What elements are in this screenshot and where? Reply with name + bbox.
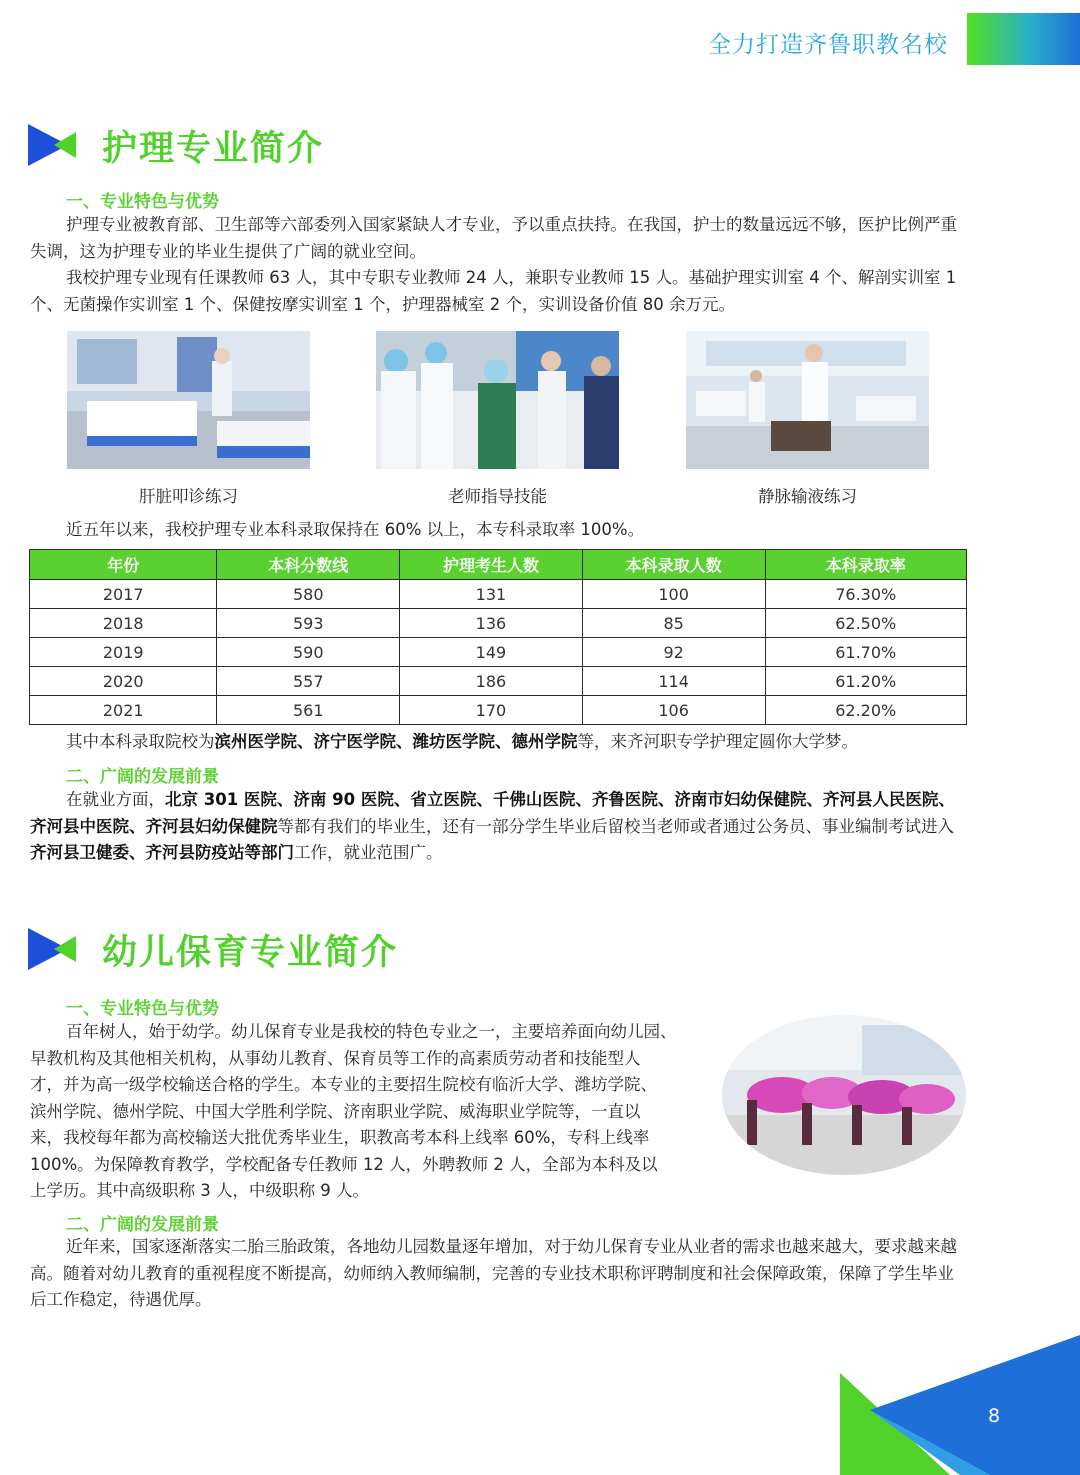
table-cell: 61.70% (765, 638, 967, 667)
table-cell: 590 (217, 638, 400, 667)
text-run: 在就业方面， (66, 790, 165, 809)
table-cell: 2018 (30, 609, 217, 638)
section-arrow-icon (28, 124, 76, 168)
table-header-row (30, 550, 967, 580)
nursing-paragraph-5 (30, 787, 967, 867)
bold-run: 齐河县卫健委、齐河县防疫站等部门 (30, 843, 294, 862)
table-cell: 186 (400, 667, 583, 696)
page-number: 8 (988, 1405, 1001, 1427)
table-cell: 92 (582, 638, 765, 667)
text-line: 早教机构及其他相关机构，从事幼儿教育、保育员等工作的高素质劳动者和技能型人 (30, 1048, 641, 1068)
table-row (30, 609, 967, 638)
table-cell: 557 (217, 667, 400, 696)
table-header-cell: 本科录取率 (765, 550, 967, 580)
table-cell: 131 (400, 580, 583, 609)
nursing-paragraph-2: 我校护理专业现有任课教师 63 人，其中专职专业教师 24 人，兼职专业教师 15 人。基础护理实训室 4 个、解剖实训室 1 个、无菌操作实训室 1 个、保健按摩实训室 1 个，护理器械室 2 个，实训设备价值 80 余万元。 (30, 268, 957, 314)
table-cell: 61.20% (765, 667, 967, 696)
header-gradient-bar (967, 13, 1080, 65)
text-run: 工作，就业范围广。 (294, 843, 443, 862)
photo-iv-infusion (686, 331, 929, 469)
photo-teacher-guidance (376, 331, 619, 469)
bold-run: 滨州医学院、济宁医学院、潍坊医学院、德州学院 (214, 732, 578, 751)
text-line: 来，我校每年都为高校输送大批优秀毕业生，职教高考本科上线率 60%，专科上线率 (30, 1128, 650, 1147)
childcare-subheading-2: 二、广阔的发展前景 (66, 1215, 219, 1235)
text-run: 等都有我们的毕业生，还有一部分学生毕业后留校当老师或者通过公务员、事业编制考试进入 (277, 816, 954, 836)
table-cell: 85 (582, 609, 765, 638)
table-row (30, 696, 967, 725)
photo-caption-1: 肝脏叩诊练习 (139, 487, 238, 506)
photo-liver-percussion (67, 331, 310, 469)
table-cell: 2019 (30, 638, 217, 667)
header-tagline: 全力打造齐鲁职教名校 (708, 32, 948, 58)
text-line: 100%。为保障教育教学，学校配备专任教师 12 人，外聘教师 2 人，全部为本科及以 (30, 1154, 658, 1174)
table-cell: 106 (582, 696, 765, 725)
nursing-subheading-2: 二、广阔的发展前景 (66, 767, 219, 787)
text-run: 等，来齐河职专学护理定圆你大学梦。 (577, 732, 858, 751)
section-arrow-icon (28, 928, 76, 972)
table-row (30, 580, 967, 609)
table-cell: 114 (582, 667, 765, 696)
text-line: 百年树人，始于幼学。幼儿保育专业是我校的特色专业之一，主要培养面向幼儿园、 (66, 1022, 677, 1041)
corner-decoration (840, 1335, 1080, 1475)
text-run: 其中本科录取院校为 (66, 732, 215, 751)
table-cell: 62.20% (765, 696, 967, 725)
childcare-section-title: 幼儿保育专业简介 (102, 933, 399, 973)
table-cell: 76.30% (765, 580, 967, 609)
childcare-paragraph-1 (30, 1019, 720, 1205)
text-line: 滨州学院、德州学院、中国大学胜利学院、济南职业学院、威海职业学院等，一直以 (30, 1101, 641, 1121)
table-cell: 149 (400, 638, 583, 667)
bold-run: 北京 301 医院、济南 90 医院、省立医院、千佛山医院、齐鲁医院、济南市妇幼保健院、齐河县人民医院、齐河县中医院、齐河县妇幼保健院 (30, 790, 955, 836)
table-cell: 2017 (30, 580, 217, 609)
childcare-paragraph-2: 近年来，国家逐渐落实二胎三胎政策，各地幼儿园数量逐年增加，对于幼儿保育专业从业者的需求也越来越大，要求越来越高。随着对幼儿教育的重视程度不断提高，幼师纳入教师编制，完善的专业技术职称评聘制度和社会保障政策，保障了学生毕业后工作稳定，待遇优厚。 (30, 1237, 957, 1309)
table-cell: 62.50% (765, 609, 967, 638)
nursing-subheading-1: 一、专业特色与优势 (66, 192, 219, 212)
nursing-section-title: 护理专业简介 (102, 129, 325, 169)
admission-table (29, 549, 967, 725)
table-header-cell: 年份 (30, 550, 217, 580)
table-cell: 170 (400, 696, 583, 725)
photo-caption-3: 静脉输液练习 (758, 487, 857, 506)
table-cell: 2020 (30, 667, 217, 696)
table-cell: 561 (217, 696, 400, 725)
nursing-paragraph-1: 护理专业被教育部、卫生部等六部委列入国家紧缺人才专业，予以重点扶持。在我国，护士的数量远远不够，医护比例严重失调，这为护理专业的毕业生提供了广阔的就业空间。 (30, 215, 957, 261)
table-row (30, 667, 967, 696)
table-header-cell: 护理考生人数 (400, 550, 583, 580)
text-line: 上学历。其中高级职称 3 人，中级职称 9 人。 (30, 1181, 369, 1200)
table-cell: 593 (217, 609, 400, 638)
photo-dance-class (722, 1015, 966, 1175)
text-line: 才，并为高一级学校输送合格的学生。本专业的主要招生院校有临沂大学、潍坊学院、 (30, 1075, 657, 1094)
photo-caption-2: 老师指导技能 (448, 487, 547, 506)
childcare-subheading-1: 一、专业特色与优势 (66, 999, 219, 1019)
childcare-section-header (28, 925, 398, 975)
table-header-cell: 本科录取人数 (582, 550, 765, 580)
table-cell: 2021 (30, 696, 217, 725)
nursing-section-header (28, 121, 324, 171)
table-header-cell: 本科分数线 (217, 550, 400, 580)
table-cell: 100 (582, 580, 765, 609)
nursing-paragraph-3: 近五年以来，我校护理专业本科录取保持在 60% 以上，本专科录取率 100%。 (66, 520, 645, 539)
table-row (30, 638, 967, 667)
table-cell: 136 (400, 609, 583, 638)
nursing-paragraph-4 (30, 729, 967, 756)
table-cell: 580 (217, 580, 400, 609)
